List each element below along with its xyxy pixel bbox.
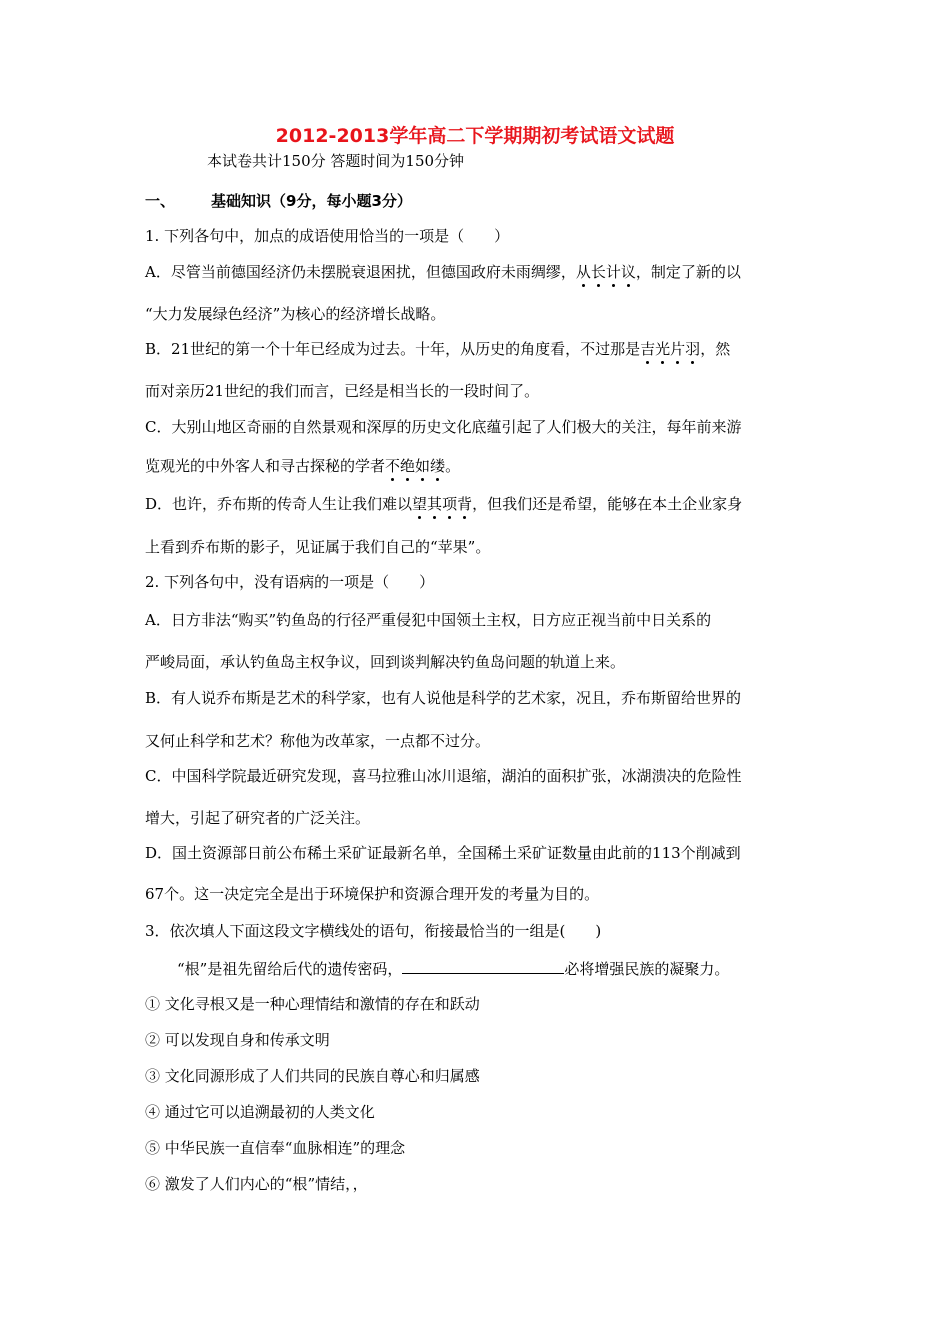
- section-number: 一、: [145, 192, 176, 210]
- dotted-char: 光: [655, 340, 671, 358]
- dotted-char: 绝: [400, 457, 416, 475]
- q1-option-a-line2: “大力发展绿色经济”为核心的经济增长战略。: [145, 305, 446, 323]
- q1-b-text: B．21世纪的第一个十年已经成为过去。十年，从历史的角度看，不过那是: [145, 340, 641, 358]
- q1-option-b-line1: [145, 339, 730, 359]
- dotted-char: 从: [575, 263, 591, 281]
- dotted-char: 缕: [430, 457, 446, 475]
- question-1-stem: 1. 下列各句中，加点的成语使用恰当的一项是（ ）: [145, 227, 510, 245]
- q1-a-text: A．尽管当前德国经济仍未摆脱衰退困扰，但德国政府未雨绸缪，: [145, 263, 576, 281]
- dotted-char: 如: [415, 457, 431, 475]
- q1-option-c-line2: [145, 456, 460, 476]
- q2-option-b-line2: 又何止科学和艺术？称他为改革家，一点都不过分。: [145, 732, 491, 750]
- q1-c-text: 览观光的中外客人和寻古探秘的学者: [145, 457, 386, 475]
- q3-option-2: ② 可以发现自身和传承文明: [145, 1031, 330, 1049]
- q2-option-d-line1: D．国土资源部日前公布稀土采矿证最新名单，全国稀土采矿证数量由此前的113个削减到: [145, 844, 741, 862]
- q1-b-text-after: ，然: [700, 340, 731, 358]
- dotted-char: 吉: [640, 340, 656, 358]
- dotted-char: 项: [442, 495, 458, 513]
- exam-title: 2012-2013学年高二下学期期初考试语文试题: [275, 125, 675, 147]
- q1-option-c-line1: C．大别山地区奇丽的自然景观和深厚的历史文化底蕴引起了人们极大的关注，每年前来游: [145, 418, 742, 436]
- q1-a-text-after: ，制定了新的以: [635, 263, 741, 281]
- dotted-char: 片: [670, 340, 686, 358]
- q3-passage-after: 必将增强民族的凝聚力。: [564, 960, 730, 978]
- q1-d-text: D．也许，乔布斯的传奇人生让我们难以: [145, 495, 413, 513]
- q3-option-3: ③ 文化同源形成了人们共同的民族自尊心和归属感: [145, 1067, 480, 1085]
- dotted-char: 其: [427, 495, 443, 513]
- q1-d-idiom: [412, 495, 472, 513]
- q2-option-d-line2: 67个。这一决定完全是出于环境保护和资源合理开发的考量为目的。: [145, 885, 600, 903]
- dotted-char: 背: [457, 495, 473, 513]
- dotted-char: 计: [605, 263, 621, 281]
- q2-option-c-line2: 增大，引起了研究者的广泛关注。: [145, 809, 371, 827]
- q2-option-a-line1: A．日方非法“购买”钓鱼岛的行径严重侵犯中国领土主权，日方应正视当前中日关系的: [145, 611, 712, 629]
- q3-passage: [177, 958, 729, 979]
- q1-option-d-line2: 上看到乔布斯的影子，见证属于我们自己的“苹果”。: [145, 538, 491, 556]
- exam-subtitle: 本试卷共计150分 答题时间为150分钟: [207, 152, 465, 170]
- q1-option-d-line1: [145, 494, 742, 514]
- question-2-stem: 2. 下列各句中，没有语病的一项是（ ）: [145, 573, 435, 591]
- q2-option-a-line2: 严峻局面，承认钓鱼岛主权争议，回到谈判解决钓鱼岛问题的轨道上来。: [145, 653, 626, 671]
- q1-b-idiom: [640, 340, 700, 358]
- dotted-char: 望: [412, 495, 428, 513]
- q3-passage-before: “根”是祖先留给后代的遗传密码，: [177, 960, 403, 978]
- q2-option-c-line1: C．中国科学院最近研究发现，喜马拉雅山冰川退缩，湖泊的面积扩张，冰湖溃决的危险性: [145, 767, 742, 785]
- q1-c-text-after: 。: [445, 457, 461, 475]
- question-3-stem: 3．依次填人下面这段文字横线处的语句，衔接最恰当的一组是( ): [145, 922, 602, 940]
- q1-a-idiom: [576, 263, 636, 281]
- q1-c-idiom: [385, 457, 445, 475]
- dotted-char: 长: [590, 263, 606, 281]
- dotted-char: 议: [620, 263, 636, 281]
- dotted-char: 不: [385, 457, 401, 475]
- q1-d-text-after: ，但我们还是希望，能够在本土企业家身: [472, 495, 743, 513]
- fill-in-blank: [402, 958, 564, 974]
- dotted-char: 羽: [685, 340, 701, 358]
- q3-option-5: ⑤ 中华民族一直信奉“血脉相连”的理念: [145, 1139, 406, 1157]
- q1-option-a-line1: [145, 262, 741, 282]
- q1-option-b-line2: 而对亲历21世纪的我们而言，已经是相当长的一段时间了。: [145, 382, 540, 400]
- q3-option-4: ④ 通过它可以追溯最初的人类文化: [145, 1103, 375, 1121]
- section-heading: 基础知识（9分，每小题3分）: [211, 192, 412, 210]
- q3-option-6: ⑥ 激发了人们内心的“根”情结，，: [145, 1175, 368, 1193]
- q3-option-1: ① 文化寻根又是一种心理情结和激情的存在和跃动: [145, 995, 480, 1013]
- q2-option-b-line1: B．有人说乔布斯是艺术的科学家，也有人说他是科学的艺术家，况且，乔布斯留给世界的: [145, 689, 742, 707]
